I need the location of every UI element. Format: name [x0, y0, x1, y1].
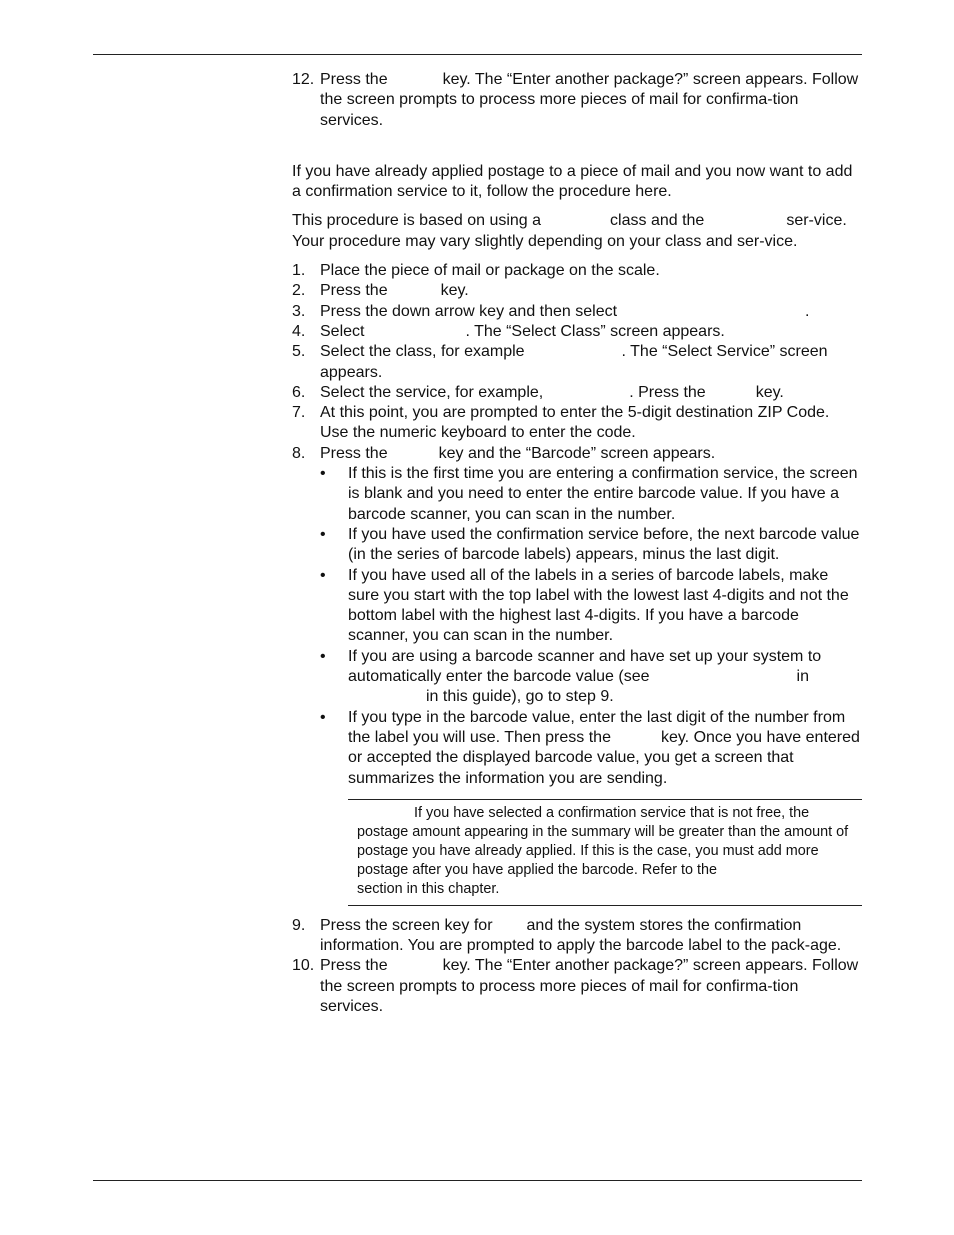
bullet-item [292, 708, 862, 789]
header-rule [93, 54, 862, 55]
step-number: 6. [292, 383, 306, 401]
step-9 [292, 916, 862, 957]
step-8 [292, 444, 862, 464]
step-2 [292, 281, 862, 301]
step-text: Place the piece of mail or package on the scale. [320, 262, 660, 280]
step-text: Select [320, 322, 365, 340]
step-text: At this point, you are prompted to enter the 5-digit destination ZIP Code. Use the numeric keyboard to enter the code. [320, 404, 830, 442]
note-box [348, 799, 862, 906]
bullet-icon: • [320, 525, 326, 543]
document-body [292, 70, 862, 1017]
bullet-text: If you type in the barcode value, enter the last digit of the number from the label you will use. Then press the [348, 708, 846, 746]
bullet-text: If you have used the confirmation service before, the next barcode value (in the series of barcode labels) appears, minus the last digit. [348, 525, 860, 564]
bullet-item [292, 525, 862, 566]
footer-rule [93, 1180, 862, 1181]
note-text: section in this chapter. [357, 880, 500, 897]
step-number: 10. [292, 957, 315, 975]
step-6 [292, 383, 862, 403]
bullet-icon: • [320, 465, 326, 483]
bullet-text: If this is the first time you are entering a confirmation service, the screen is blank and you need to enter the entire barcode value. If you have a barcode scanner, you can scan in the number. [348, 465, 858, 523]
bullet-text: in this guide), go to step 9. [426, 688, 614, 706]
step-1 [292, 261, 862, 281]
step-text: . [805, 302, 810, 320]
bullet-text: key. Once you have entered or accepted the displayed barcode value, you get a screen that summarizes the information you are sending. [348, 728, 860, 787]
step-3 [292, 302, 862, 322]
step-text: . Press the [629, 383, 706, 401]
step-text: . The “Select Service” screen appears. [320, 343, 828, 381]
step-text: Select the class, for example [320, 343, 525, 361]
step-number: 7. [292, 404, 306, 422]
step-text: Press the [320, 444, 388, 462]
step-text: key and the “Barcode” screen appears. [438, 444, 716, 462]
step-text: Press the screen key for [320, 916, 493, 934]
step-number: 3. [292, 302, 306, 320]
bullet-icon: • [320, 708, 326, 726]
step-text: . The “Select Class” screen appears. [465, 322, 725, 340]
step-4 [292, 322, 862, 342]
step-text: and the system stores the confirmation information. You are prompted to apply the barcode label to the pack-age. [320, 916, 842, 955]
step-text: Press the [320, 71, 388, 88]
step-12 [292, 70, 862, 131]
step-text: key. The “Enter another package?” screen appears. Follow the screen prompts to process more pieces of mail for confirma-tion services. [320, 957, 859, 1015]
step-text: Press the down arrow key and then select [320, 302, 618, 320]
bullet-icon: • [320, 647, 326, 665]
step-7 [292, 403, 862, 444]
step-text: key. [755, 383, 784, 401]
step-5 [292, 342, 862, 383]
step-number: 9. [292, 916, 306, 934]
bullet-icon: • [320, 566, 326, 584]
step-number: 12. [292, 71, 315, 88]
step-text: key. [440, 282, 469, 300]
step-10 [292, 956, 862, 1017]
bullet-text: in [796, 668, 809, 686]
bullet-item [292, 566, 862, 647]
step-text: Press the [320, 282, 388, 300]
step-text: Press the [320, 957, 388, 975]
bullet-item [292, 647, 862, 708]
step-number: 4. [292, 322, 306, 340]
bullet-text: If you have used all of the labels in a series of barcode labels, make sure you start with the top label with the lowest last 4-digits and not the bottom label with the highest last 4-digits. If you have a barcode scanner, you can scan in the number. [348, 566, 849, 645]
step-number: 1. [292, 262, 306, 280]
step-number: 8. [292, 444, 306, 462]
bullet-text: If you are using a barcode scanner and have set up your system to automatically enter the barcode value (see [348, 647, 822, 686]
step-number: 5. [292, 343, 306, 361]
procedure-paragraph: This procedure is based on using a class and the ser-vice. Your procedure may vary slightly depending on your class and ser-vice. [292, 212, 847, 250]
bullet-item [292, 464, 862, 525]
step-number: 2. [292, 282, 306, 300]
note-text: If you have selected a confirmation service that is not free, the postage amount appearing in the summary will be greater than the amount of postage you have already applied. If this is the case, you must add more postage after you have applied the barcode. Refer to the [357, 804, 849, 878]
step-text: key. The “Enter another package?” screen appears. Follow the screen prompts to process more pieces of mail for confirma-tion services. [320, 71, 859, 129]
step-text: Select the service, for example, [320, 383, 544, 401]
intro-paragraph: If you have already applied postage to a piece of mail and you now want to add a confirmation service to it, follow the procedure here. [292, 162, 853, 201]
